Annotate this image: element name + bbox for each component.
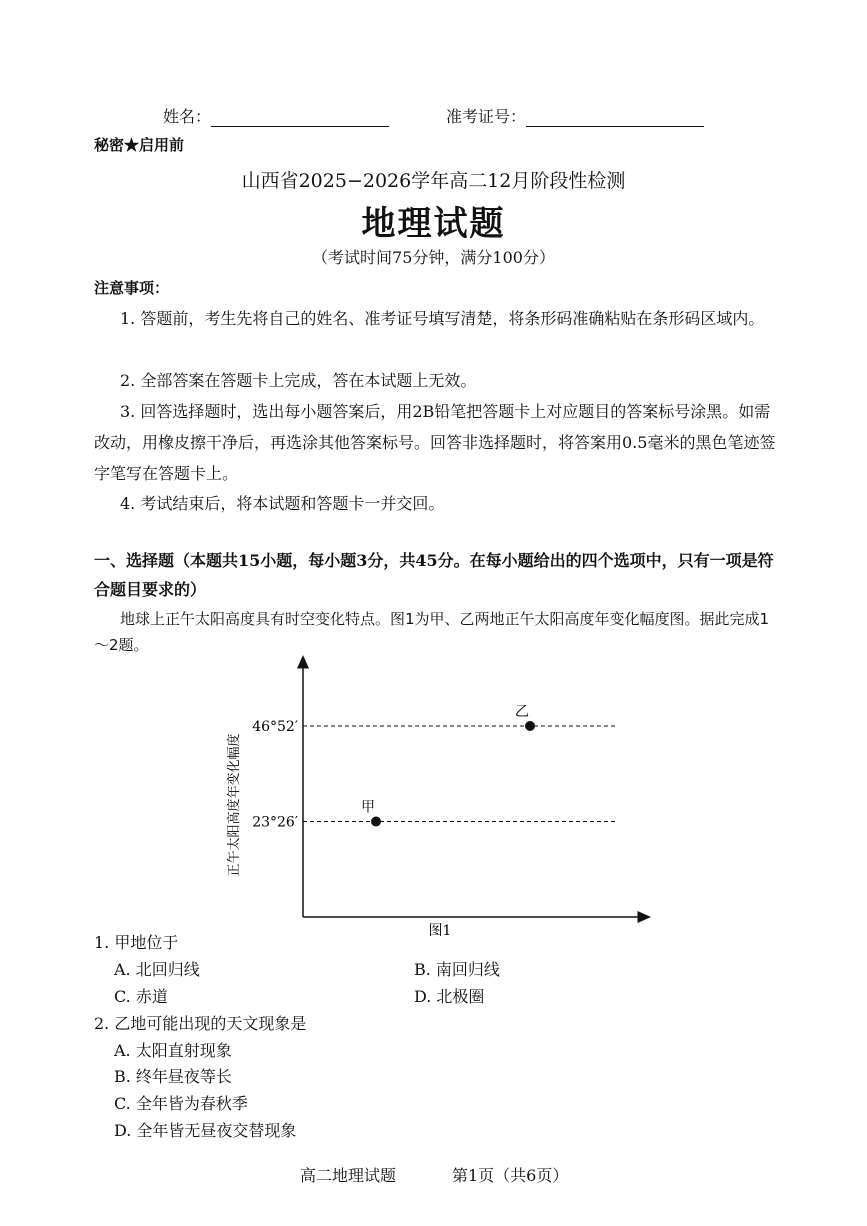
q1-option-c: C. 赤道 <box>114 987 168 1006</box>
name-field <box>163 104 389 127</box>
q2-option-c: C. 全年皆为春秋季 <box>114 1094 248 1113</box>
time-note: （考试时间75分钟，满分100分） <box>312 248 555 267</box>
figure-1-chart <box>0 655 867 945</box>
data-point-2 <box>525 721 535 731</box>
q2-option-a: A. 太阳直射现象 <box>114 1041 232 1060</box>
y-tick-label: 23°26′ <box>252 814 298 831</box>
q1-option-b: B. 南回归线 <box>414 960 500 979</box>
exam-number-blank <box>526 108 704 127</box>
secret-mark: 秘密★启用前 <box>94 136 185 154</box>
q1-option-a: A. 北回归线 <box>114 960 200 979</box>
y-axis-label: 正午太阳高度年变化幅度 <box>227 733 242 877</box>
point-label: 乙 <box>515 704 529 720</box>
question-2-stem: 2. 乙地可能出现的天文现象是 <box>94 1014 307 1033</box>
data-point-1 <box>371 817 381 827</box>
section-heading: 一、选择题（本题共15小题，每小题3分，共45分。在每小题给出的四个选项中，只有一项是符合题目要求的） <box>94 551 774 599</box>
point-label: 甲 <box>361 799 375 816</box>
y-tick-label: 46°52′ <box>252 719 298 735</box>
name-blank <box>211 108 389 127</box>
q2-option-b: B. 终年昼夜等长 <box>114 1067 232 1086</box>
q2-option-d: D. 全年皆无昼夜交替现象 <box>114 1121 297 1140</box>
exam-number-label: 准考证号： <box>446 107 527 126</box>
notice-item-2: 2. 全部答案在答题卡上完成，答在本试题上无效。 <box>120 371 477 390</box>
q1-option-d: D. 北极圈 <box>414 987 485 1006</box>
exam-subtitle: 山西省2025−2026学年高二12月阶段性检测 <box>241 170 626 192</box>
page-title: 地理试题 <box>361 204 506 244</box>
notice-item-3: 3. 回答选择题时，选出每小题答案后，用2B铅笔把答题卡上对应题目的答案标号涂黑。如需改动，用橡皮擦干净后，再选涂其他答案标号。回答非选择题时，将答案用0.5毫米的黑色笔迹签字笔写在答题卡上。 <box>94 402 776 483</box>
notice-item-1: 1. 答题前，考生先将自己的姓名、准考证号填写清楚，将条形码准确粘贴在条形码区域内。 <box>120 309 765 328</box>
figure-caption: 图1 <box>428 923 452 939</box>
section-intro: 地球上正午太阳高度具有时空变化特点。图1为甲、乙两地正午太阳高度年变化幅度图。据此完成1～2题。 <box>94 610 770 654</box>
footer-page-number: 第1页（共6页） <box>452 1166 569 1185</box>
notice-heading: 注意事项： <box>94 279 170 297</box>
notice-item-4: 4. 考试结束后，将本试题和答题卡一并交回。 <box>120 494 445 513</box>
exam-number-field <box>446 104 704 127</box>
name-label: 姓名： <box>163 107 212 126</box>
footer-subject: 高二地理试题 <box>300 1166 397 1185</box>
question-1-stem: 1. 甲地位于 <box>94 933 179 952</box>
